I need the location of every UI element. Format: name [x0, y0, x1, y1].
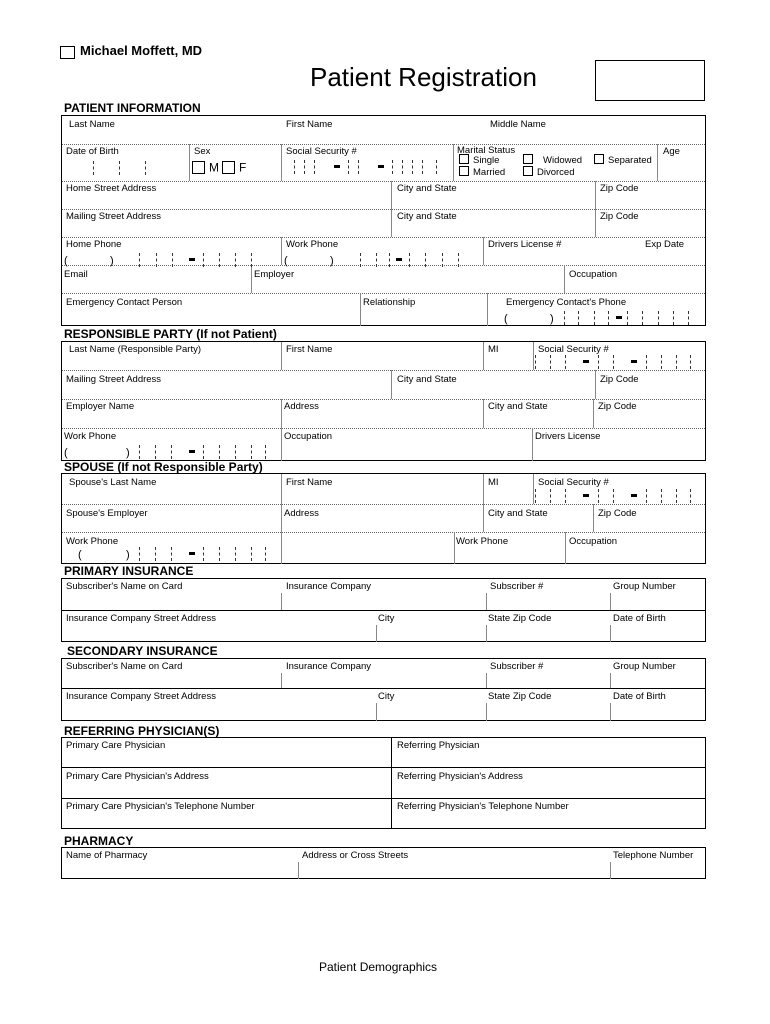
referring-physician-label: Referring Physician — [397, 740, 480, 751]
section-primary-insurance: PRIMARY INSURANCE — [64, 564, 194, 578]
resp-city-state-label: City and State — [397, 374, 457, 385]
resp-city-state2-label: City and State — [488, 401, 548, 412]
home-phone-close-paren: ) — [110, 255, 114, 267]
home-phone-label: Home Phone — [66, 239, 122, 250]
spouse-ssn-entry[interactable] — [535, 489, 695, 503]
primary-group-no-label: Group Number — [613, 581, 676, 592]
pcp-label: Primary Care Physician — [66, 740, 166, 751]
resp-drivers-license-label: Drivers License — [535, 431, 601, 442]
spouse-work-phone-close-paren: ) — [126, 549, 130, 561]
home-phone-open-paren: ( — [64, 255, 68, 267]
marital-single-option[interactable] — [459, 155, 499, 166]
home-street-label: Home Street Address — [66, 183, 157, 194]
spouse-ssn-label: Social Security # — [538, 477, 609, 488]
secondary-street-label: Insurance Company Street Address — [66, 691, 216, 702]
primary-subscriber-name-label: Subscriber's Name on Card — [66, 581, 183, 592]
marital-separated-option[interactable] — [594, 155, 652, 166]
resp-zip-label: Zip Code — [600, 374, 639, 385]
section-secondary-insurance: SECONDARY INSURANCE — [67, 644, 218, 658]
primary-company-label: Insurance Company — [286, 581, 372, 592]
mailing-city-state-label: City and State — [397, 211, 457, 222]
section-responsible-party: RESPONSIBLE PARTY (If not Patient) — [64, 327, 277, 341]
section-referring-physicians: REFERRING PHYSICIAN(S) — [64, 724, 220, 738]
employer-label: Employer — [254, 269, 295, 280]
spouse-work-phone-open-paren: ( — [78, 549, 82, 561]
pharmacy-box — [61, 847, 706, 879]
resp-mailing-street-label: Mailing Street Address — [66, 374, 162, 385]
widowed-label: Widowed — [543, 155, 583, 166]
separated-label: Separated — [608, 155, 652, 166]
mailing-zip-label: Zip Code — [600, 211, 639, 222]
mailing-street-label: Mailing Street Address — [66, 211, 162, 222]
work-phone-close-paren: ) — [330, 255, 334, 267]
marital-status-label: Marital Status — [457, 145, 516, 156]
resp-zip2-label: Zip Code — [598, 401, 637, 412]
primary-street-label: Insurance Company Street Address — [66, 613, 216, 624]
work-phone-entry[interactable] — [282, 253, 482, 267]
referring-phone-label: Referring Physician's Telephone Number — [397, 801, 569, 812]
page-title: Patient Registration — [310, 62, 537, 92]
dob-entry[interactable] — [93, 161, 173, 175]
secondary-company-label: Insurance Company — [286, 661, 372, 672]
resp-work-phone-entry[interactable] — [62, 445, 272, 459]
secondary-subscriber-name-label: Subscriber's Name on Card — [66, 661, 183, 672]
dob-label: Date of Birth — [66, 146, 119, 157]
spouse-zip-label: Zip Code — [598, 508, 637, 519]
resp-last-name-label: Last Name (Responsible Party) — [69, 344, 201, 355]
sex-m-label: M — [209, 160, 219, 175]
widowed-checkbox[interactable] — [523, 154, 533, 164]
sex-f-checkbox[interactable] — [222, 161, 235, 174]
resp-employer-name-label: Employer Name — [66, 401, 135, 412]
spouse-first-name-label: First Name — [286, 477, 333, 488]
single-label: Single — [473, 155, 500, 166]
spouse-employer-label: Spouse's Employer — [66, 508, 148, 519]
resp-work-phone-close-paren: ) — [126, 447, 130, 459]
first-name-label: First Name — [286, 119, 333, 130]
office-use-box[interactable] — [595, 60, 705, 101]
primary-city-label: City — [378, 613, 395, 624]
sex-label: Sex — [194, 146, 211, 157]
middle-name-label: Middle Name — [490, 119, 546, 130]
section-spouse: SPOUSE (If not Responsible Party) — [64, 460, 263, 474]
referring-physicians-box — [61, 737, 706, 829]
doctor-name: Michael Moffett, MD — [80, 43, 203, 58]
section-pharmacy: PHARMACY — [64, 834, 134, 848]
pharmacy-phone-label: Telephone Number — [613, 850, 694, 861]
ssn-label: Social Security # — [286, 146, 357, 157]
exp-date-label: Exp Date — [645, 239, 685, 250]
secondary-city-label: City — [378, 691, 395, 702]
pharmacy-name-label: Name of Pharmacy — [66, 850, 148, 861]
secondary-group-no-label: Group Number — [613, 661, 676, 672]
spouse-last-name-label: Spouse's Last Name — [69, 477, 157, 488]
married-label: Married — [473, 167, 506, 178]
spouse-work-phone-label: Work Phone — [66, 536, 119, 547]
emergency-contact-label: Emergency Contact Person — [66, 297, 183, 308]
work-phone-label: Work Phone — [286, 239, 339, 250]
primary-insurance-box — [61, 578, 706, 642]
work-phone-open-paren: ( — [284, 255, 288, 267]
emergency-phone-open-paren: ( — [504, 313, 508, 325]
sex-f-label: F — [239, 160, 247, 175]
patient-information-box — [61, 115, 706, 326]
separated-checkbox[interactable] — [594, 154, 604, 164]
doctor-checkbox[interactable] — [60, 46, 75, 59]
resp-first-name-label: First Name — [286, 344, 333, 355]
marital-divorced-option[interactable] — [523, 167, 575, 178]
emergency-phone-close-paren: ) — [550, 313, 554, 325]
relationship-label: Relationship — [363, 297, 416, 308]
sex-m-option[interactable] — [192, 162, 219, 175]
secondary-insurance-box — [61, 658, 706, 721]
spouse-address-label: Address — [284, 508, 319, 519]
age-label: Age — [663, 146, 680, 157]
spouse-work-phone-entry[interactable] — [62, 547, 272, 561]
marital-married-option[interactable] — [459, 167, 505, 178]
resp-mi-label: MI — [488, 344, 499, 355]
married-checkbox[interactable] — [459, 166, 469, 176]
divorced-label: Divorced — [537, 167, 575, 178]
referring-address-label: Referring Physician's Address — [397, 771, 523, 782]
spouse-city-state-label: City and State — [488, 508, 548, 519]
resp-occupation-label: Occupation — [284, 431, 333, 442]
pcp-address-label: Primary Care Physician's Address — [66, 771, 209, 782]
primary-subscriber-no-label: Subscriber # — [490, 581, 544, 592]
resp-ssn-entry[interactable] — [535, 355, 695, 369]
sex-f-option[interactable] — [222, 162, 246, 175]
pcp-phone-label: Primary Care Physician's Telephone Number — [66, 801, 255, 812]
secondary-state-zip-label: State Zip Code — [488, 691, 552, 702]
home-phone-entry[interactable] — [62, 253, 272, 267]
section-patient-information: PATIENT INFORMATION — [64, 101, 201, 115]
ssn-entry[interactable] — [294, 160, 444, 174]
drivers-license-label: Drivers License # — [488, 239, 562, 250]
last-name-label: Last Name — [69, 119, 115, 130]
emergency-phone-entry[interactable] — [502, 311, 702, 325]
spouse-mi-label: MI — [488, 477, 499, 488]
primary-state-zip-label: State Zip Code — [488, 613, 552, 624]
single-checkbox[interactable] — [459, 154, 469, 164]
primary-dob-label: Date of Birth — [613, 613, 666, 624]
marital-widowed-option[interactable] — [523, 155, 582, 166]
occupation-label: Occupation — [569, 269, 618, 280]
footer-text: Patient Demographics — [319, 960, 438, 974]
pharmacy-address-label: Address or Cross Streets — [302, 850, 409, 861]
divorced-checkbox[interactable] — [523, 166, 533, 176]
spouse-work-phone2-label: Work Phone — [456, 536, 509, 547]
secondary-subscriber-no-label: Subscriber # — [490, 661, 544, 672]
resp-work-phone-open-paren: ( — [64, 447, 68, 459]
zip-label: Zip Code — [600, 183, 639, 194]
city-state-label: City and State — [397, 183, 457, 194]
email-label: Email — [64, 269, 88, 280]
emergency-phone-label: Emergency Contact's Phone — [506, 297, 627, 308]
sex-m-checkbox[interactable] — [192, 161, 205, 174]
resp-work-phone-label: Work Phone — [64, 431, 117, 442]
resp-ssn-label: Social Security # — [538, 344, 609, 355]
resp-address-label: Address — [284, 401, 319, 412]
secondary-dob-label: Date of Birth — [613, 691, 666, 702]
spouse-occupation-label: Occupation — [569, 536, 618, 547]
